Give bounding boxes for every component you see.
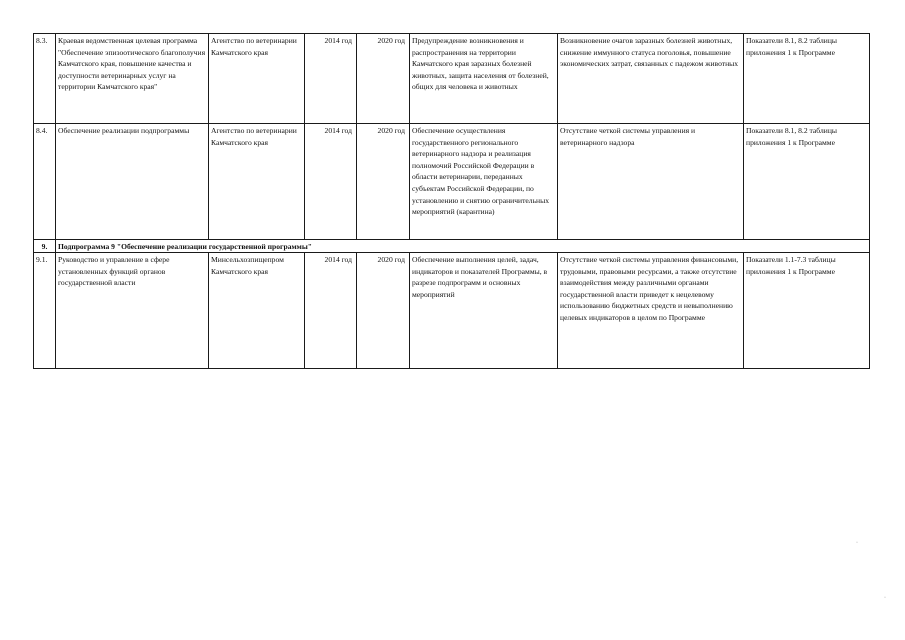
activity-name: Краевая ведомственная целевая программа "Обеспечение эпизоотического благополучия Камчатского края, повышение качества и доступности ветеринарных услуг на территории Камчатского края" xyxy=(56,34,209,124)
scan-speck: · xyxy=(856,540,858,546)
scan-speck: · xyxy=(884,595,886,601)
expected-result: Предупреждение возникновения и распространения на территории Камчатского края заразных болезней животных, защита населения от болезней, общих для человека и животных xyxy=(410,34,558,124)
expected-result-text: Обеспечение осуществления государственного регионального ветеринарного надзора и реализация полномочий Российской Федерации в области ветеринарии, переданных субъектам Российской Федерации, по установлению и снятию ограничительных мероприятий (карантина) xyxy=(412,126,549,217)
scan-speck: · xyxy=(858,366,860,372)
table-row xyxy=(34,34,870,124)
end-year: 2020 год xyxy=(357,124,410,240)
section-header-row xyxy=(34,240,870,253)
row-number: 8.4. xyxy=(34,124,56,240)
indicators-link: Показатели 8.1, 8.2 таблицы приложения 1 к Программе xyxy=(744,34,870,124)
table-row xyxy=(34,253,870,369)
start-year: 2014 год xyxy=(305,124,357,240)
executor: Минсельхозпищепром Камчатского края xyxy=(209,253,305,369)
section-number: 9. xyxy=(34,240,56,253)
executor: Агентство по ветеринарии Камчатского края xyxy=(209,34,305,124)
non-implementation-consequence: Отсутствие четкой системы управления и ветеринарного надзора xyxy=(558,124,744,240)
non-implementation-consequence: Возникновение очагов заразных болезней животных, снижение иммунного статуса поголовья, повышение экономических затрат, связанных с падежом животных xyxy=(558,34,744,124)
section-title: Подпрограмма 9 "Обеспечение реализации государственной программы" xyxy=(56,240,870,253)
activity-name: Руководство и управление в сфере установленных функций органов государственной власти xyxy=(56,253,209,369)
expected-result xyxy=(410,124,558,240)
row-number: 8.3. xyxy=(34,34,56,124)
document-page xyxy=(33,33,869,369)
table-row xyxy=(34,124,870,240)
end-year: 2020 год xyxy=(357,253,410,369)
start-year: 2014 год xyxy=(305,34,357,124)
executor: Агентство по ветеринарии Камчатского края xyxy=(209,124,305,240)
program-activities-table xyxy=(33,33,870,369)
activity-name: Обеспечение реализации подпрограммы xyxy=(56,124,209,240)
non-implementation-consequence: Отсутствие четкой системы управления финансовыми, трудовыми, правовыми ресурсами, а также отсутствие взаимодействия между различными органами государственной власти приведет к нецелевому использованию бюджетных средств и невыполнению целевых индикаторов в целом по Программе xyxy=(558,253,744,369)
end-year: 2020 год xyxy=(357,34,410,124)
start-year: 2014 год xyxy=(305,253,357,369)
expected-result: Обеспечение выполнения целей, задач, индикаторов и показателей Программы, в разрезе подпрограмм и основных мероприятий xyxy=(410,253,558,369)
row-number: 9.1. xyxy=(34,253,56,369)
indicators-link: Показатели 8.1, 8.2 таблицы приложения 1 к Программе xyxy=(744,124,870,240)
indicators-link: Показатели 1.1-7.3 таблицы приложения 1 к Программе xyxy=(744,253,870,369)
